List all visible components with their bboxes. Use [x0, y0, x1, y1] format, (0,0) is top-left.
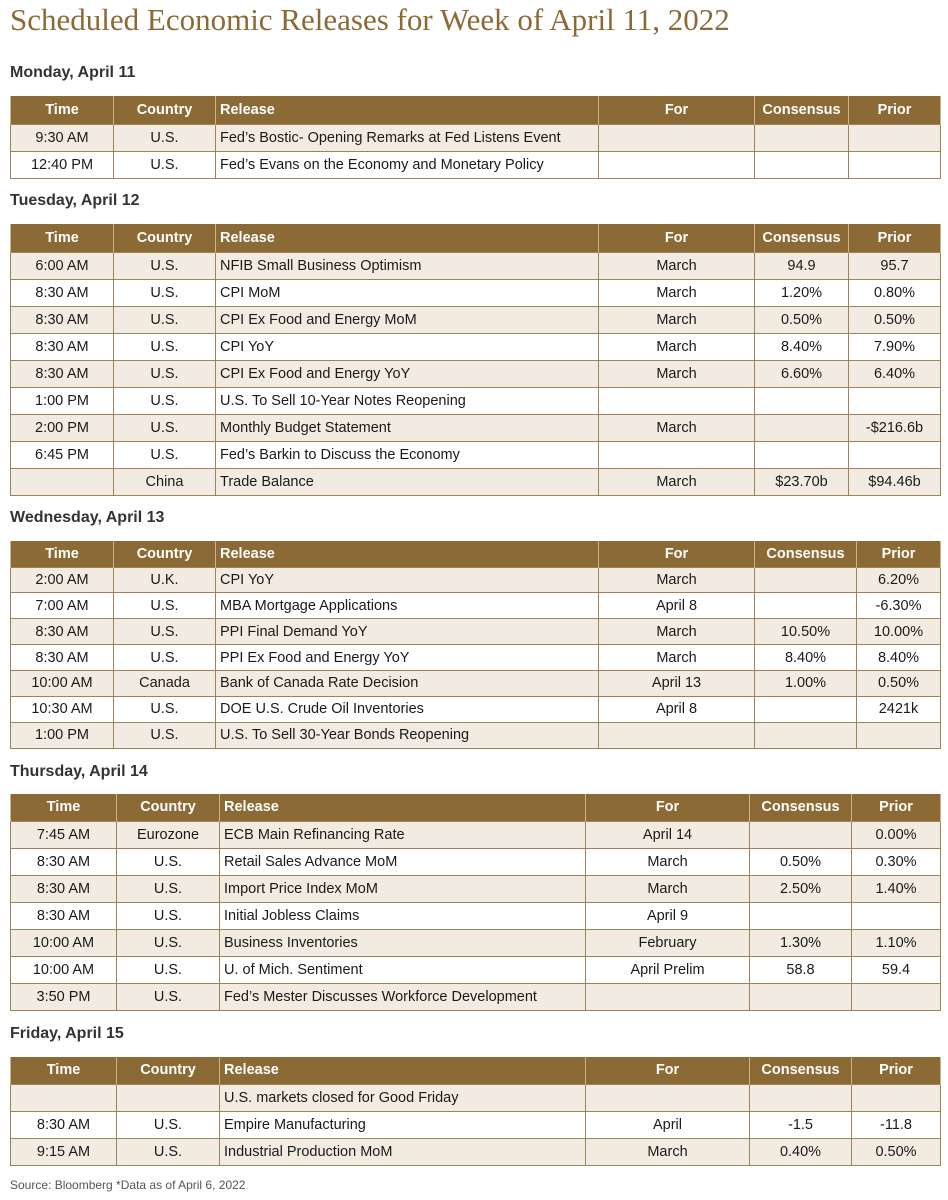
- table-row: [11, 670, 941, 696]
- country-cell: U.S.: [114, 252, 216, 279]
- day-heading: Wednesday, April 13: [10, 509, 165, 526]
- consensus-cell: [755, 722, 857, 748]
- release-header: Release: [220, 794, 586, 821]
- table-row: [11, 957, 941, 984]
- for-header: For: [599, 224, 755, 252]
- release-cell: Business Inventories: [220, 930, 586, 957]
- prior-cell: 0.80%: [849, 279, 941, 306]
- prior-header: Prior: [849, 96, 941, 124]
- country-cell: U.S.: [114, 387, 216, 414]
- for-cell: March: [599, 279, 755, 306]
- for-header: For: [586, 1057, 750, 1084]
- table-row: [11, 333, 941, 360]
- release-cell: CPI MoM: [216, 279, 599, 306]
- country-cell: U.S.: [117, 875, 220, 902]
- prior-cell: 1.40%: [852, 875, 941, 902]
- country-cell: U.S.: [114, 414, 216, 441]
- for-header: For: [599, 96, 755, 124]
- release-cell: Retail Sales Advance MoM: [220, 848, 586, 875]
- prior-header: Prior: [857, 541, 941, 567]
- time-cell: 8:30 AM: [11, 902, 117, 929]
- time-header: Time: [11, 224, 114, 252]
- time-cell: 8:30 AM: [11, 645, 114, 671]
- country-cell: U.S.: [114, 124, 216, 151]
- for-cell: April 8: [599, 696, 755, 722]
- for-cell: March: [586, 848, 750, 875]
- consensus-cell: [750, 821, 852, 848]
- release-cell: MBA Mortgage Applications: [216, 593, 599, 619]
- prior-cell: 95.7: [849, 252, 941, 279]
- time-cell: 3:50 PM: [11, 984, 117, 1011]
- day-heading: Friday, April 15: [10, 1025, 124, 1042]
- for-cell: April 9: [586, 902, 750, 929]
- release-cell: Industrial Production MoM: [220, 1139, 586, 1166]
- release-header: Release: [216, 224, 599, 252]
- release-cell: Trade Balance: [216, 468, 599, 495]
- time-header: Time: [11, 96, 114, 124]
- table-row: [11, 1084, 941, 1111]
- release-cell: ECB Main Refinancing Rate: [220, 821, 586, 848]
- time-cell: 7:45 AM: [11, 821, 117, 848]
- country-cell: Canada: [114, 670, 216, 696]
- table-row: [11, 151, 941, 178]
- release-cell: Fed’s Bostic- Opening Remarks at Fed Listens Event: [216, 124, 599, 151]
- time-cell: 10:00 AM: [11, 957, 117, 984]
- table-row: [11, 252, 941, 279]
- release-cell: CPI YoY: [216, 333, 599, 360]
- prior-cell: 0.50%: [852, 1139, 941, 1166]
- country-cell: U.S.: [114, 619, 216, 645]
- table-row: [11, 875, 941, 902]
- table-row: [11, 722, 941, 748]
- release-cell: CPI Ex Food and Energy MoM: [216, 306, 599, 333]
- day-heading: Monday, April 11: [10, 64, 136, 81]
- time-cell: 1:00 PM: [11, 387, 114, 414]
- consensus-cell: [755, 387, 849, 414]
- release-cell: Fed’s Barkin to Discuss the Economy: [216, 441, 599, 468]
- prior-cell: 59.4: [852, 957, 941, 984]
- time-cell: 10:30 AM: [11, 696, 114, 722]
- time-cell: 8:30 AM: [11, 619, 114, 645]
- time-cell: 2:00 PM: [11, 414, 114, 441]
- prior-cell: 6.20%: [857, 567, 941, 593]
- consensus-cell: [755, 696, 857, 722]
- prior-cell: -6.30%: [857, 593, 941, 619]
- country-cell: Eurozone: [117, 821, 220, 848]
- prior-cell: 0.30%: [852, 848, 941, 875]
- consensus-cell: 58.8: [750, 957, 852, 984]
- for-cell: April 14: [586, 821, 750, 848]
- time-cell: 12:40 PM: [11, 151, 114, 178]
- prior-cell: 1.10%: [852, 930, 941, 957]
- prior-cell: [849, 151, 941, 178]
- country-cell: U.S.: [114, 696, 216, 722]
- release-cell: CPI YoY: [216, 567, 599, 593]
- for-cell: March: [599, 414, 755, 441]
- release-cell: Bank of Canada Rate Decision: [216, 670, 599, 696]
- table-row: [11, 414, 941, 441]
- time-header: Time: [11, 794, 117, 821]
- source-note: Source: Bloomberg *Data as of April 6, 2022: [10, 1178, 246, 1192]
- country-cell: U.K.: [114, 567, 216, 593]
- table-row: [11, 306, 941, 333]
- country-cell: [117, 1084, 220, 1111]
- release-cell: U.S. To Sell 30-Year Bonds Reopening: [216, 722, 599, 748]
- for-cell: April Prelim: [586, 957, 750, 984]
- prior-cell: 8.40%: [857, 645, 941, 671]
- time-cell: 8:30 AM: [11, 333, 114, 360]
- for-cell: [599, 441, 755, 468]
- time-cell: [11, 468, 114, 495]
- for-cell: April 8: [599, 593, 755, 619]
- prior-cell: 10.00%: [857, 619, 941, 645]
- country-cell: U.S.: [117, 957, 220, 984]
- table-row: [11, 696, 941, 722]
- prior-cell: 2421k: [857, 696, 941, 722]
- release-cell: Fed’s Evans on the Economy and Monetary Policy: [216, 151, 599, 178]
- consensus-cell: 10.50%: [755, 619, 857, 645]
- prior-cell: [852, 902, 941, 929]
- table-row: [11, 387, 941, 414]
- release-header: Release: [216, 96, 599, 124]
- time-cell: [11, 1084, 117, 1111]
- consensus-header: Consensus: [750, 1057, 852, 1084]
- table-row: [11, 1111, 941, 1138]
- for-cell: March: [599, 468, 755, 495]
- time-cell: 8:30 AM: [11, 1111, 117, 1138]
- country-cell: U.S.: [117, 848, 220, 875]
- table-row: [11, 279, 941, 306]
- consensus-cell: 6.60%: [755, 360, 849, 387]
- consensus-header: Consensus: [755, 96, 849, 124]
- country-cell: U.S.: [117, 1111, 220, 1138]
- time-cell: 10:00 AM: [11, 670, 114, 696]
- consensus-cell: 0.40%: [750, 1139, 852, 1166]
- for-cell: April: [586, 1111, 750, 1138]
- country-cell: U.S.: [114, 279, 216, 306]
- consensus-cell: [755, 593, 857, 619]
- for-cell: [599, 151, 755, 178]
- for-header: For: [599, 541, 755, 567]
- country-cell: U.S.: [117, 1139, 220, 1166]
- day-heading: Tuesday, April 12: [10, 192, 140, 209]
- consensus-header: Consensus: [755, 224, 849, 252]
- time-cell: 10:00 AM: [11, 930, 117, 957]
- country-header: Country: [114, 224, 216, 252]
- consensus-cell: 94.9: [755, 252, 849, 279]
- for-cell: [599, 124, 755, 151]
- prior-header: Prior: [849, 224, 941, 252]
- table-row: [11, 124, 941, 151]
- release-cell: U.S. markets closed for Good Friday: [220, 1084, 586, 1111]
- consensus-header: Consensus: [755, 541, 857, 567]
- country-cell: U.S.: [114, 441, 216, 468]
- for-cell: March: [599, 567, 755, 593]
- prior-cell: $94.46b: [849, 468, 941, 495]
- consensus-cell: 8.40%: [755, 645, 857, 671]
- time-header: Time: [11, 1057, 117, 1084]
- release-cell: U.S. To Sell 10-Year Notes Reopening: [216, 387, 599, 414]
- country-header: Country: [114, 96, 216, 124]
- consensus-cell: 0.50%: [750, 848, 852, 875]
- for-cell: [599, 387, 755, 414]
- for-cell: March: [599, 252, 755, 279]
- consensus-cell: [755, 414, 849, 441]
- table-row: [11, 984, 941, 1011]
- time-cell: 7:00 AM: [11, 593, 114, 619]
- release-cell: CPI Ex Food and Energy YoY: [216, 360, 599, 387]
- table-row: [11, 930, 941, 957]
- release-cell: Initial Jobless Claims: [220, 902, 586, 929]
- release-table: [10, 96, 941, 179]
- time-cell: 6:45 PM: [11, 441, 114, 468]
- prior-cell: [849, 387, 941, 414]
- country-cell: U.S.: [117, 930, 220, 957]
- prior-header: Prior: [852, 1057, 941, 1084]
- prior-cell: [852, 984, 941, 1011]
- prior-header: Prior: [852, 794, 941, 821]
- prior-cell: [849, 124, 941, 151]
- country-cell: U.S.: [117, 984, 220, 1011]
- prior-cell: [857, 722, 941, 748]
- consensus-cell: [755, 567, 857, 593]
- consensus-cell: [750, 1084, 852, 1111]
- release-cell: DOE U.S. Crude Oil Inventories: [216, 696, 599, 722]
- time-cell: 9:15 AM: [11, 1139, 117, 1166]
- release-cell: Monthly Budget Statement: [216, 414, 599, 441]
- table-row: [11, 848, 941, 875]
- time-cell: 8:30 AM: [11, 279, 114, 306]
- for-cell: March: [599, 333, 755, 360]
- country-cell: U.S.: [114, 151, 216, 178]
- country-cell: U.S.: [114, 333, 216, 360]
- country-cell: China: [114, 468, 216, 495]
- for-cell: March: [599, 360, 755, 387]
- for-cell: February: [586, 930, 750, 957]
- country-cell: U.S.: [117, 902, 220, 929]
- table-row: [11, 619, 941, 645]
- table-row: [11, 821, 941, 848]
- consensus-cell: [755, 441, 849, 468]
- prior-cell: 0.00%: [852, 821, 941, 848]
- table-row: [11, 593, 941, 619]
- table-row: [11, 645, 941, 671]
- consensus-cell: 1.20%: [755, 279, 849, 306]
- consensus-cell: 1.00%: [755, 670, 857, 696]
- prior-cell: [849, 441, 941, 468]
- consensus-cell: $23.70b: [755, 468, 849, 495]
- consensus-cell: -1.5: [750, 1111, 852, 1138]
- time-cell: 8:30 AM: [11, 360, 114, 387]
- release-header: Release: [220, 1057, 586, 1084]
- for-cell: [599, 722, 755, 748]
- consensus-cell: [755, 124, 849, 151]
- time-cell: 9:30 AM: [11, 124, 114, 151]
- prior-cell: 6.40%: [849, 360, 941, 387]
- release-cell: PPI Final Demand YoY: [216, 619, 599, 645]
- time-cell: 2:00 AM: [11, 567, 114, 593]
- release-cell: Fed’s Mester Discusses Workforce Development: [220, 984, 586, 1011]
- release-cell: U. of Mich. Sentiment: [220, 957, 586, 984]
- time-cell: 1:00 PM: [11, 722, 114, 748]
- for-cell: March: [599, 306, 755, 333]
- prior-cell: -$216.6b: [849, 414, 941, 441]
- time-header: Time: [11, 541, 114, 567]
- for-cell: March: [599, 645, 755, 671]
- day-heading: Thursday, April 14: [10, 763, 148, 780]
- consensus-header: Consensus: [750, 794, 852, 821]
- for-cell: March: [599, 619, 755, 645]
- country-header: Country: [114, 541, 216, 567]
- release-header: Release: [216, 541, 599, 567]
- table-row: [11, 360, 941, 387]
- country-cell: U.S.: [114, 593, 216, 619]
- consensus-cell: 1.30%: [750, 930, 852, 957]
- prior-cell: 7.90%: [849, 333, 941, 360]
- prior-cell: -11.8: [852, 1111, 941, 1138]
- release-table: [10, 224, 941, 496]
- country-header: Country: [117, 1057, 220, 1084]
- time-cell: 6:00 AM: [11, 252, 114, 279]
- consensus-cell: [750, 984, 852, 1011]
- table-row: [11, 441, 941, 468]
- consensus-cell: 8.40%: [755, 333, 849, 360]
- for-cell: [586, 984, 750, 1011]
- time-cell: 8:30 AM: [11, 848, 117, 875]
- release-cell: Empire Manufacturing: [220, 1111, 586, 1138]
- prior-cell: 0.50%: [849, 306, 941, 333]
- country-cell: U.S.: [114, 645, 216, 671]
- for-cell: March: [586, 1139, 750, 1166]
- for-cell: [586, 1084, 750, 1111]
- country-cell: U.S.: [114, 360, 216, 387]
- release-cell: Import Price Index MoM: [220, 875, 586, 902]
- country-cell: U.S.: [114, 306, 216, 333]
- prior-cell: [852, 1084, 941, 1111]
- for-cell: April 13: [599, 670, 755, 696]
- for-cell: March: [586, 875, 750, 902]
- page-title: Scheduled Economic Releases for Week of April 11, 2022: [10, 2, 730, 37]
- consensus-cell: [750, 902, 852, 929]
- table-row: [11, 1139, 941, 1166]
- country-cell: U.S.: [114, 722, 216, 748]
- consensus-cell: 2.50%: [750, 875, 852, 902]
- table-row: [11, 902, 941, 929]
- release-cell: PPI Ex Food and Energy YoY: [216, 645, 599, 671]
- for-header: For: [586, 794, 750, 821]
- release-table: [10, 1057, 941, 1166]
- time-cell: 8:30 AM: [11, 875, 117, 902]
- table-row: [11, 567, 941, 593]
- table-row: [11, 468, 941, 495]
- prior-cell: 0.50%: [857, 670, 941, 696]
- release-cell: NFIB Small Business Optimism: [216, 252, 599, 279]
- release-table: [10, 541, 941, 749]
- country-header: Country: [117, 794, 220, 821]
- consensus-cell: [755, 151, 849, 178]
- release-table: [10, 794, 941, 1011]
- time-cell: 8:30 AM: [11, 306, 114, 333]
- consensus-cell: 0.50%: [755, 306, 849, 333]
